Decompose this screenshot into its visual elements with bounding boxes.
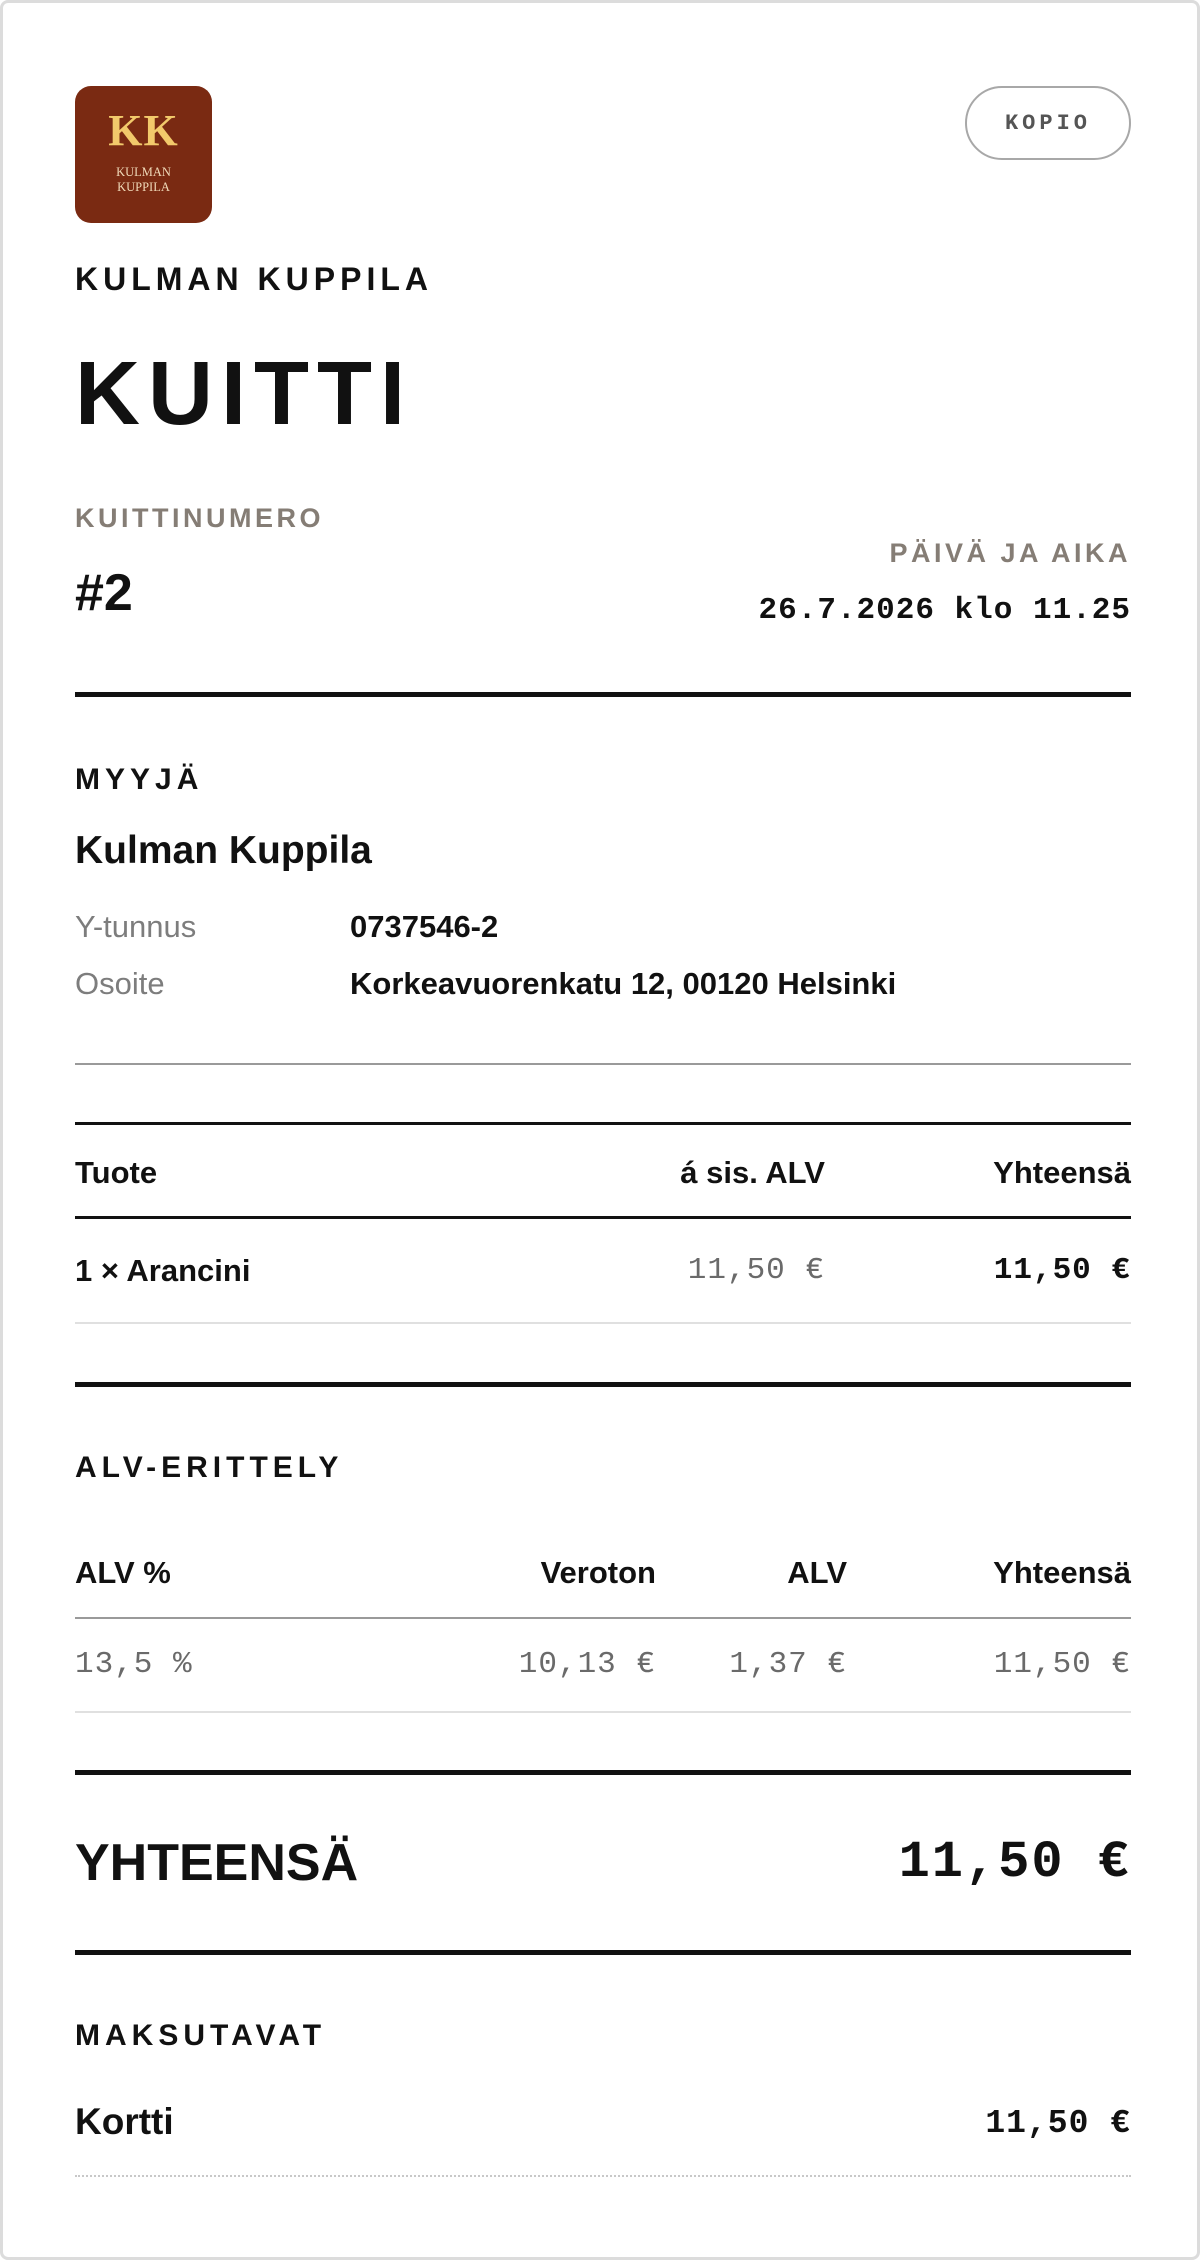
item-total: 11,50 € bbox=[993, 1253, 1131, 1288]
column-header-net: Veroton bbox=[540, 1555, 656, 1590]
datetime-value: 26.7.2026 klo 11.25 bbox=[758, 593, 1131, 628]
shop-name: KULMAN KUPPILA bbox=[75, 261, 433, 297]
column-header-total: Yhteensä bbox=[993, 1155, 1131, 1190]
item-product: 1 × Arancini bbox=[75, 1253, 251, 1288]
receipt-title: KUITTI bbox=[75, 344, 413, 444]
divider bbox=[75, 1322, 1131, 1324]
logo-text-line1: KULMAN bbox=[116, 165, 171, 180]
column-header-vat: ALV bbox=[787, 1555, 847, 1590]
divider bbox=[75, 1216, 1131, 1219]
divider bbox=[75, 1063, 1131, 1065]
datetime-label: PÄIVÄ JA AIKA bbox=[889, 538, 1131, 568]
divider bbox=[75, 2175, 1131, 2177]
business-id-label: Y-tunnus bbox=[75, 909, 197, 944]
logo-monogram: KK bbox=[108, 106, 179, 156]
address-label: Osoite bbox=[75, 966, 165, 1001]
seller-name: Kulman Kuppila bbox=[75, 829, 372, 872]
payment-amount: 11,50 € bbox=[985, 2105, 1131, 2142]
receipt-number-label: KUITTINUMERO bbox=[75, 503, 324, 533]
vat-amount: 1,37 € bbox=[729, 1647, 847, 1682]
grand-total-value: 11,50 € bbox=[898, 1833, 1131, 1892]
divider bbox=[75, 1617, 1131, 1619]
logo-text bbox=[94, 165, 194, 194]
column-header-vat-total: Yhteensä bbox=[993, 1555, 1131, 1590]
divider bbox=[75, 1711, 1131, 1713]
vat-rate: 13,5 % bbox=[75, 1647, 193, 1682]
grand-total-label: YHTEENSÄ bbox=[75, 1834, 359, 1892]
item-unit-price: 11,50 € bbox=[687, 1253, 825, 1288]
business-id-value: 0737546-2 bbox=[350, 909, 499, 944]
divider bbox=[75, 1382, 1131, 1387]
column-header-vat-rate: ALV % bbox=[75, 1555, 171, 1590]
logo-text-line2: KUPPILA bbox=[117, 179, 170, 194]
copy-badge: KOPIO bbox=[965, 86, 1131, 160]
vat-section-label: ALV-ERITTELY bbox=[75, 1451, 344, 1484]
payment-method: Kortti bbox=[75, 2101, 174, 2142]
address-value: Korkeavuorenkatu 12, 00120 Helsinki bbox=[350, 966, 897, 1001]
divider bbox=[75, 1770, 1131, 1775]
divider bbox=[75, 1122, 1131, 1125]
vat-total: 11,50 € bbox=[993, 1647, 1131, 1682]
column-header-unit-price: á sis. ALV bbox=[680, 1155, 825, 1190]
column-header-product: Tuote bbox=[75, 1155, 158, 1190]
divider bbox=[75, 1950, 1131, 1955]
divider bbox=[75, 692, 1131, 697]
payments-section-label: MAKSUTAVAT bbox=[75, 2019, 327, 2052]
shop-logo bbox=[75, 86, 212, 223]
receipt-number: #2 bbox=[75, 564, 133, 622]
seller-section-label: MYYJÄ bbox=[75, 763, 204, 796]
vat-net: 10,13 € bbox=[518, 1647, 656, 1682]
